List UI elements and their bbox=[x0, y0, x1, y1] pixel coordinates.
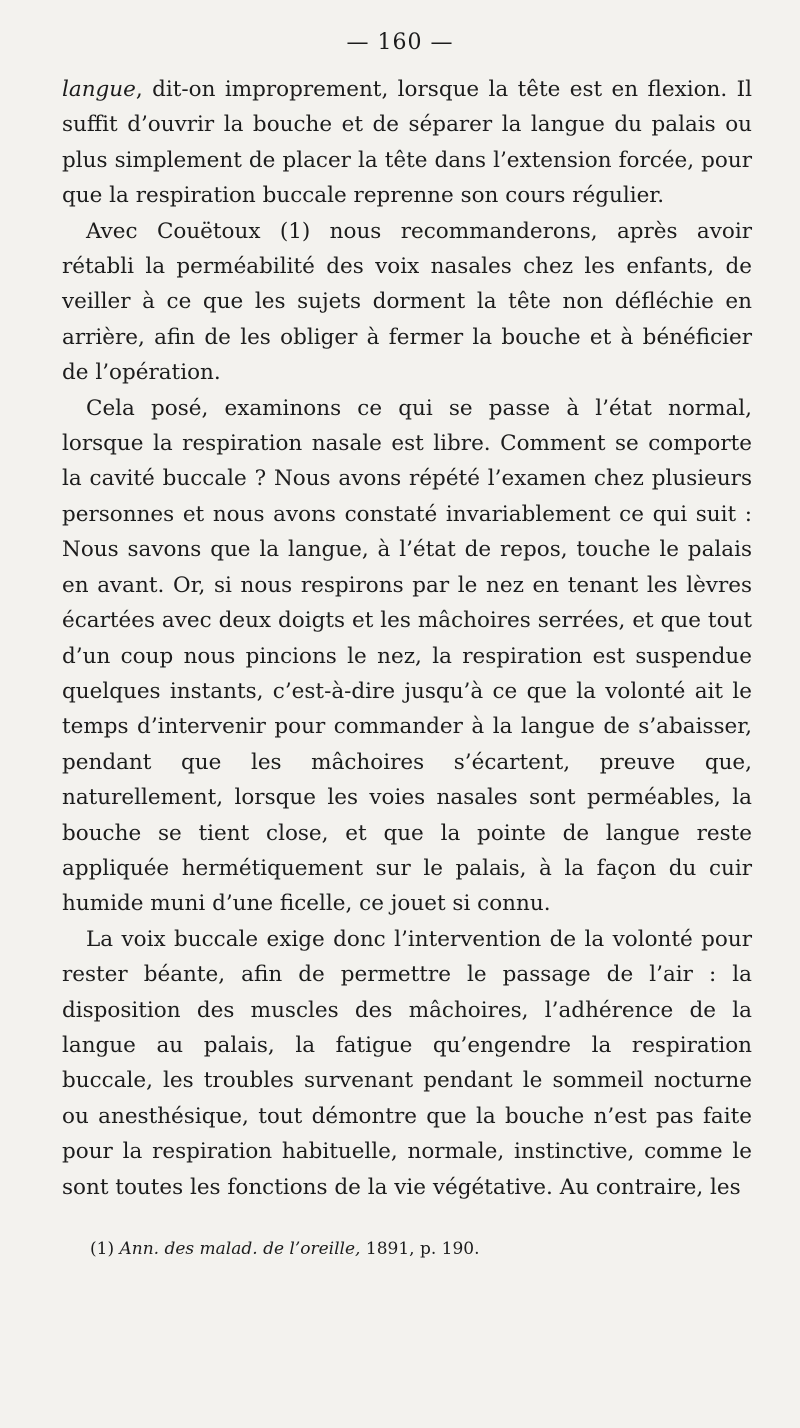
paragraph-1 bbox=[62, 72, 752, 214]
body-text bbox=[62, 72, 752, 1205]
page-number: — 160 — bbox=[346, 30, 454, 55]
italic-word: langue bbox=[62, 77, 136, 102]
footnote-marker: (1) bbox=[90, 1239, 115, 1259]
paragraph-2: Avec Couëtoux (1) nous recommanderons, après avoir rétabli la perméabilité des voix nasales chez les enfants, de veiller à ce que les sujets dorment la tête non défléchie en arrière, afin de les obliger à fermer la bouche et à bénéficier de l’opération. bbox=[62, 218, 752, 386]
paragraph-text: , dit-on improprement, lorsque la tête est en flexion. Il suffit d’ouvrir la bouche et de séparer la langue du palais ou plus simplement de placer la tête dans l’extension forcée, pour que la respiration buccale reprenne son cours régulier. bbox=[62, 77, 752, 209]
paragraph-4: La voix buccale exige donc l’intervention de la volonté pour rester béante, afin de permettre le passage de l’air : la disposition des muscles des mâchoires, l’adhérence de la langue au palais, la fatigue qu’engendre la respiration buccale, les troubles survenant pendant le sommeil nocturne ou anesthésique, tout démontre que la bouche n’est pas faite pour la respiration habituelle, normale, instinctive, comme le sont toutes les fonctions de la vie végétative. Au contraire, les bbox=[62, 926, 752, 1200]
footnote-reference: 1891, p. 190. bbox=[360, 1239, 480, 1259]
paragraph-3: Cela posé, examinons ce qui se passe à l’état normal, lorsque la respiration nasale est libre. Comment se comporte la cavité buccale ? Nous avons répété l’examen chez plusieurs personnes et nous avons constaté invariablement ce qui suit : Nous savons que la langue, à l’état de repos, touche le palais en avant. Or, si nous respirons par le nez en tenant les lèvres écartées avec deux doigts et les mâchoires serrées, et que tout d’un coup nous pincions le nez, la respiration est suspendue quelques instants, c’est-à-dire jusqu’à ce que la volonté ait le temps d’intervenir pour commander à la langue de s’abaisser, pendant que les mâchoires s’écartent, preuve que, naturellement, lorsque les voies nasales sont perméables, la bouche se tient close, et que la pointe de langue reste appliquée hermétiquement sur le palais, à la façon du cuir humide muni d’une ficelle, ce jouet si connu. bbox=[62, 395, 752, 917]
footnote-source: Ann. des malad. de l’oreille, bbox=[119, 1239, 361, 1259]
footnote bbox=[90, 1237, 750, 1261]
